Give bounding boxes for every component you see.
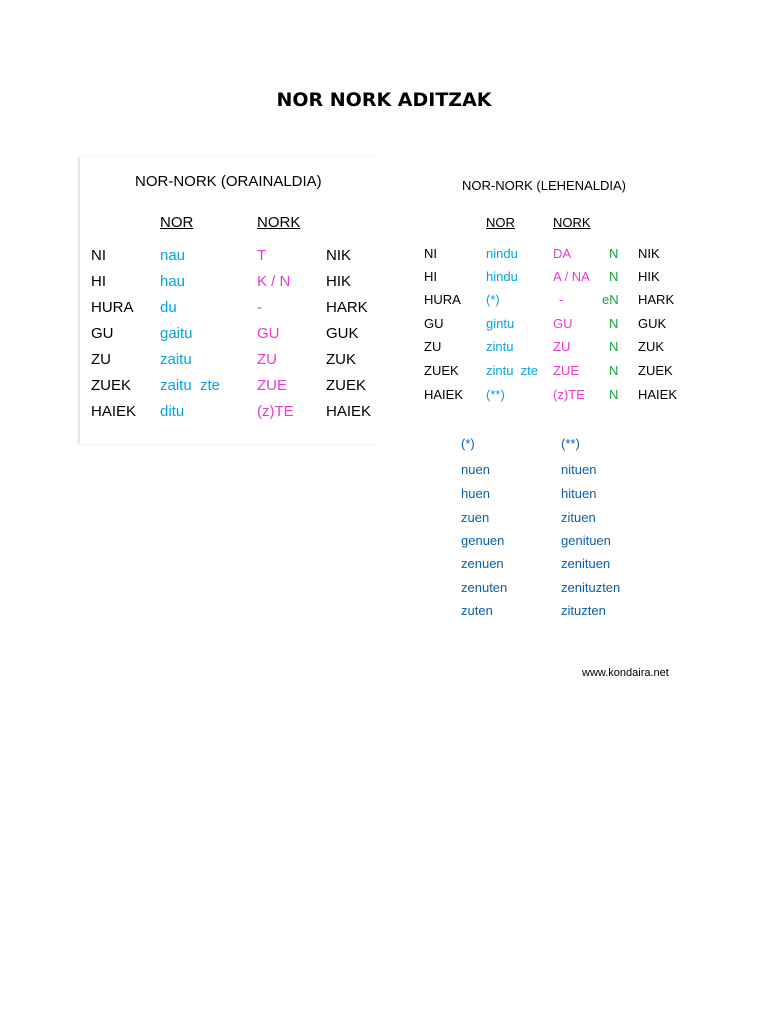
nor-cell: nindu <box>486 246 518 261</box>
list-item: zituen <box>561 510 596 525</box>
pronoun-cell: ZU <box>91 351 111 368</box>
list-item: zenituzten <box>561 580 621 595</box>
list-item: huen <box>461 486 490 501</box>
nor-cell: zintu zte <box>486 363 539 378</box>
table-row <box>0 316 768 334</box>
agent-cell: GUK <box>326 325 359 342</box>
list-item: zuen <box>461 510 490 525</box>
nor-cell: hau <box>160 273 186 290</box>
agent-cell: HARK <box>638 292 675 307</box>
nor-cell: gintu <box>486 316 515 331</box>
pronoun-cell: GU <box>91 325 114 342</box>
agent-cell: HIK <box>326 273 352 290</box>
plural-header: (**) <box>561 436 580 451</box>
pronoun-cell: ZU <box>424 339 442 354</box>
table-row <box>80 403 378 423</box>
table-row <box>0 363 768 381</box>
agent-cell: HAIEK <box>326 403 372 420</box>
nor-cell: gaitu <box>160 325 193 342</box>
nork-cell: T <box>257 247 267 264</box>
pronoun-cell: HURA <box>424 292 461 307</box>
list-item: zenuten <box>461 580 508 595</box>
list-item: zuten <box>461 603 493 618</box>
pronoun-cell: ZUEK <box>424 363 459 378</box>
agent-cell: NIK <box>326 247 352 264</box>
pronoun-cell: HAIEK <box>424 387 464 402</box>
present-heading: NOR-NORK (ORAINALDIA) <box>135 173 322 190</box>
nor-cell: (**) <box>486 387 505 402</box>
list-item: genuen <box>461 533 505 548</box>
list-item: zituzten <box>561 603 606 618</box>
suffix-cell: N <box>609 387 619 402</box>
past-heading: NOR-NORK (LEHENALDIA) <box>462 178 626 193</box>
agent-cell: NIK <box>638 246 660 261</box>
past-col-nor: NOR <box>486 215 515 230</box>
agent-cell: GUK <box>638 316 667 331</box>
nork-cell: GU <box>553 316 573 331</box>
suffix-cell: eN <box>602 292 619 307</box>
nork-cell: (z)TE <box>257 403 294 420</box>
list-item: nuen <box>461 462 490 477</box>
pronoun-cell: HURA <box>91 299 134 316</box>
nor-cell: zaitu zte <box>160 377 221 394</box>
table-row <box>0 292 768 310</box>
nor-cell: ditu <box>160 403 185 420</box>
pronoun-cell: GU <box>424 316 444 331</box>
list-item: genituen <box>561 533 611 548</box>
suffix-cell: N <box>609 363 619 378</box>
pronoun-cell: HI <box>91 273 106 290</box>
suffix-cell: N <box>609 339 619 354</box>
nor-cell: nau <box>160 247 186 264</box>
nor-cell: zaitu <box>160 351 192 368</box>
nork-cell: A / NA <box>553 269 590 284</box>
pronoun-cell: HAIEK <box>91 403 137 420</box>
nor-cell: hindu <box>486 269 518 284</box>
list-item: hituen <box>561 486 597 501</box>
nork-cell: ZUE <box>257 377 287 394</box>
present-col-nor: NOR <box>160 214 194 231</box>
list-item: zenituen <box>561 556 611 571</box>
source-link[interactable]: www.kondaira.net <box>582 667 669 679</box>
agent-cell: ZUK <box>638 339 664 354</box>
pronoun-cell: NI <box>91 247 106 264</box>
nork-cell: GU <box>257 325 280 342</box>
table-row <box>0 246 768 264</box>
agent-cell: ZUEK <box>326 377 367 394</box>
table-row <box>0 339 768 357</box>
table-row <box>0 269 768 287</box>
nork-cell: K / N <box>257 273 291 290</box>
table-row <box>0 387 768 405</box>
nork-cell: ZU <box>553 339 571 354</box>
nor-cell: (*) <box>486 292 500 307</box>
agent-cell: HIK <box>638 269 660 284</box>
pronoun-cell: NI <box>424 246 437 261</box>
nork-cell: - <box>559 292 564 307</box>
nork-cell: DA <box>553 246 572 261</box>
agent-cell: ZUEK <box>638 363 673 378</box>
past-col-nork: NORK <box>553 215 591 230</box>
pronoun-cell: ZUEK <box>91 377 132 394</box>
nork-cell: (z)TE <box>553 387 585 402</box>
page-title: NOR NORK ADITZAK <box>276 89 492 111</box>
present-col-nork: NORK <box>257 214 301 231</box>
nor-cell: zintu <box>486 339 514 354</box>
suffix-cell: N <box>609 316 619 331</box>
suffix-cell: N <box>609 269 619 284</box>
agent-cell: ZUK <box>326 351 356 368</box>
nork-cell: ZUE <box>553 363 579 378</box>
nork-cell: ZU <box>257 351 277 368</box>
nor-cell: du <box>160 299 177 316</box>
agent-cell: HARK <box>326 299 368 316</box>
pronoun-cell: HI <box>424 269 437 284</box>
single-header: (*) <box>461 436 475 451</box>
nork-cell: - <box>257 299 262 316</box>
list-item: nituen <box>561 462 597 477</box>
suffix-cell: N <box>609 246 619 261</box>
list-item: zenuen <box>461 556 504 571</box>
agent-cell: HAIEK <box>638 387 678 402</box>
